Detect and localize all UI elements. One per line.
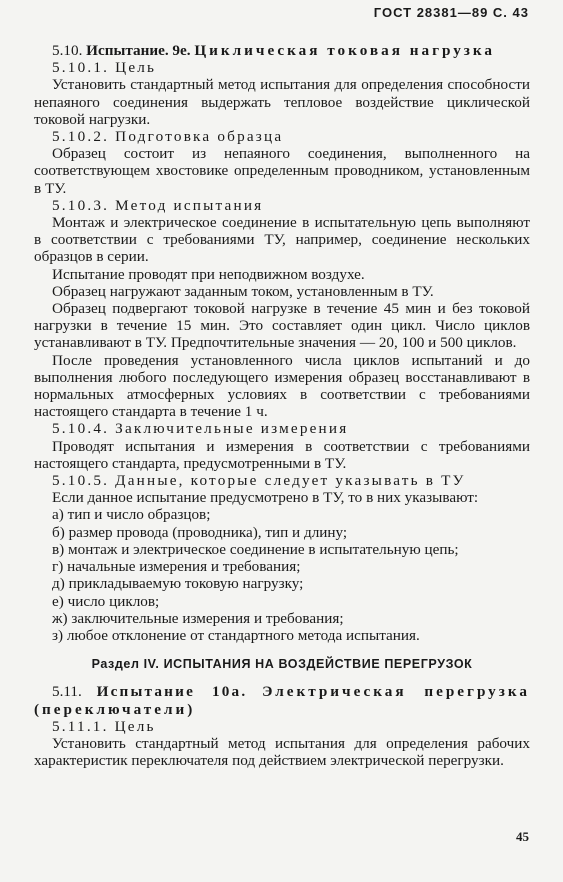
paragraph-5-11-1: Установить стандартный метод испытания для определения рабочих характеристик переключателя под действием электрической перегрузки. bbox=[34, 734, 530, 770]
paragraph-5-10-2: Образец состоит из непаяного соединения, выполненного на соответствующем хвостовике определенным проводником, установленным в ТУ. bbox=[34, 145, 530, 197]
list-item: ж) заключительные измерения и требования; bbox=[52, 609, 344, 627]
paragraph-5-10-4: Проводят испытания и измерения в соответствии с требованиями настоящего стандарта, предусмотренными в ТУ. bbox=[34, 437, 530, 472]
test-subject: Электрическая перегрузка (переключатели) bbox=[34, 683, 530, 718]
page-content bbox=[34, 42, 530, 769]
list-item: б) размер провода (проводника), тип и длину; bbox=[52, 523, 348, 541]
paragraph-5-10-3-a: Монтаж и электрическое соединение в испытательную цепь выполняют в соответствии с требованиями ТУ, например, соединение нескольких образцов в серии. bbox=[34, 214, 530, 266]
page-number: 45 bbox=[516, 829, 529, 844]
list-item: в) монтаж и электрическое соединение в испытательную цепь; bbox=[52, 540, 459, 558]
section-number: 5.11. bbox=[52, 683, 82, 701]
list-item: а) тип и число образцов; bbox=[52, 506, 211, 524]
heading-5-10-2: 5.10.2. Подготовка образца bbox=[52, 128, 284, 146]
paragraph-5-10-5: Если данное испытание предусмотрено в ТУ, то в них указывают: bbox=[52, 489, 479, 507]
heading-5-10-5: 5.10.5. Данные, которые следует указывать в ТУ bbox=[52, 472, 466, 490]
test-name: Испытание 10а. bbox=[96, 683, 248, 701]
paragraph-5-10-3-d: Образец подвергают токовой нагрузке в течение 45 мин и без токовой нагрузки в течение 15 мин. Это составляет один цикл. Число циклов устанавливают в ТУ. Предпочтительные значения — 20, 100 и 500 циклов. bbox=[34, 300, 530, 352]
section-number: 5.10. bbox=[52, 42, 83, 59]
requirements-list bbox=[34, 506, 530, 644]
list-item: г) начальные измерения и требования; bbox=[52, 558, 301, 576]
heading-5-10-3: 5.10.3. Метод испытания bbox=[52, 196, 264, 214]
section-5-10-title bbox=[34, 42, 530, 59]
paragraph-5-10-3-e: После проведения установленного числа циклов испытаний и до выполнения любого последующего измерения образец восстанавливают в нормальных атмосферных условиях в соответствии с требованиями настоящего стандарта в течение 1 ч. bbox=[34, 351, 530, 421]
paragraph-5-10-3-c: Образец нагружают заданным током, установленным в ТУ. bbox=[52, 282, 434, 300]
page-header: ГОСТ 28381—89 С. 43 bbox=[373, 5, 529, 20]
list-item: е) число циклов; bbox=[52, 592, 160, 610]
heading-5-10-1: 5.10.1. Цель bbox=[52, 59, 157, 77]
heading-5-10-4: 5.10.4. Заключительные измерения bbox=[52, 420, 349, 438]
section-heading: Раздел IV. ИСПЫТАНИЯ НА ВОЗДЕЙСТВИЕ ПЕРЕГРУЗОК bbox=[91, 657, 473, 672]
list-item: д) прикладываемую токовую нагрузку; bbox=[52, 575, 304, 593]
test-name: Испытание. 9е. bbox=[86, 42, 191, 59]
heading-5-11-1: 5.11.1. Цель bbox=[52, 717, 156, 735]
list-item: з) любое отклонение от стандартного метода испытания. bbox=[52, 626, 420, 644]
section-5-11-title bbox=[34, 683, 530, 717]
paragraph-5-10-1: Установить стандартный метод испытания для определения способности непаяного соединения выдержать тепловое воздействие циклической токовой нагрузки. bbox=[34, 76, 530, 128]
paragraph-5-10-3-b: Испытание проводят при неподвижном воздухе. bbox=[52, 265, 365, 283]
test-subject: Циклическая токовая нагрузка bbox=[194, 42, 496, 59]
